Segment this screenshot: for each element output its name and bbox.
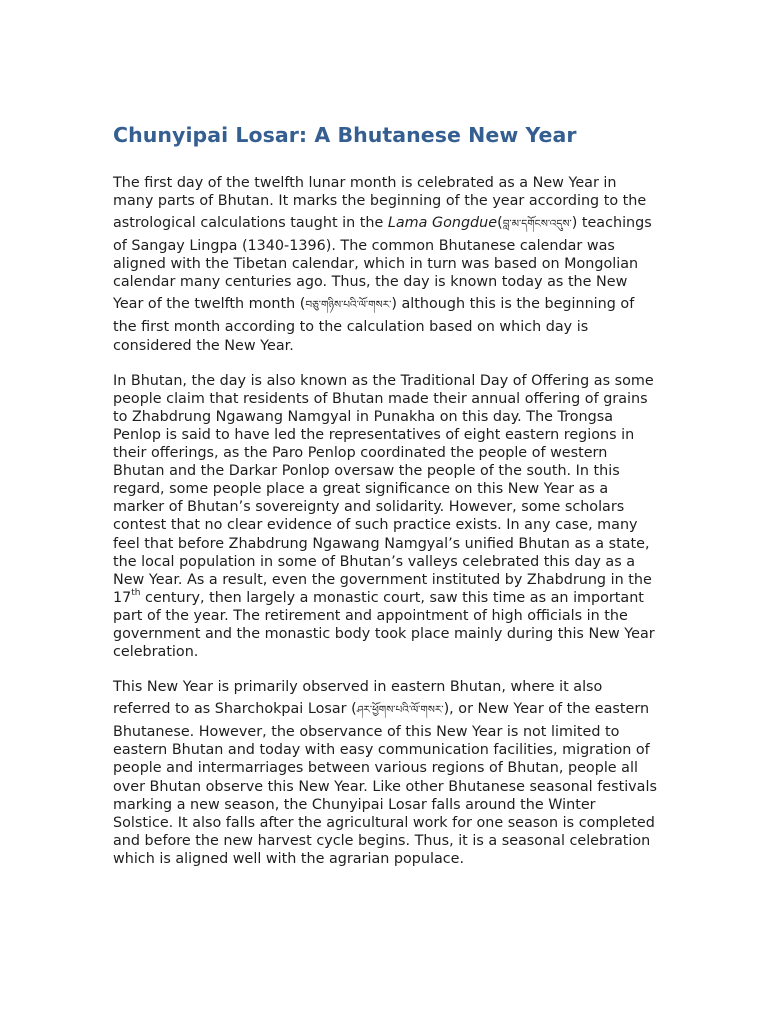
p1-text-c: ) teachings of Sangay Lingpa (1340-1396). The common Bhutanese calendar was aligned with the Tibetan calendar, which in turn was based on Mongolian calendar many centuries ago. Thus, the day is known today as the New Year of the twelfth month (: [113, 215, 652, 313]
p1-tibetan-wrap-1: [497, 210, 572, 237]
p3-text-a: This New Year is primarily observed in eastern Bhutan, where it also referred to as Sharchokpai Losar (: [113, 679, 603, 718]
p3-tibetan-wrap: [357, 696, 444, 723]
lama-gongdue-title: Lama Gongdue: [387, 215, 498, 232]
p1-tibetan-wrap-2: [305, 291, 391, 318]
page-title: Chunyipai Losar: A Bhutanese New Year: [113, 123, 577, 147]
p2-text-a: In Bhutan, the day is also known as the Traditional Day of Offering as some people claim that residents of Bhutan made their annual offering of grains to Zhabdrung Ngawang Namgyal in Punakha on this day. The Trongsa Penlop is said to have led the representatives of eight eastern regions in their offerings, as the Paro Penlop coordinated the people of western Bhutan and the Darkar Ponlop oversaw the people of the south. In this regard, some people place a great significance on this New Year as a marker of Bhutan’s sovereignty and solidarity. However, some scholars contest that no clear evidence of such practice exists. In any case, many feel that before Zhabdrung Ngawang Namgyal’s unified Bhutan as a state, the local population in some of Bhutan’s valleys celebrated this day as a New Year. As a result, even the government instituted by Zhabdrung in the 17: [113, 372, 654, 606]
paragraph-eastern: [113, 678, 658, 868]
p1-text-b: (: [497, 215, 503, 232]
p1-text-d: ) although this is the beginning of the first month according to the calculation based on which day is considered the New Year.: [113, 296, 635, 354]
p1-text-a: The first day of the twelfth lunar month is celebrated as a New Year in many parts of Bhutan. It marks the beginning of the year according to the astrological calculations taught in the: [113, 175, 647, 232]
paragraph-offering: [113, 372, 658, 662]
paragraph-intro: [113, 174, 658, 355]
ordinal-suffix: th: [131, 588, 141, 598]
tibetan-text-twelfth-month: བཅུ་གཉིས་པའི་ལོ་གསར་: [305, 299, 392, 312]
p2-text-b: century, then largely a monastic court, saw this time as an important part of the year. The retirement and appointment of high officials in the government and the monastic body took place mainly during this New Year celebration.: [113, 589, 655, 661]
p3-text-b: ), or New Year of the eastern Bhutanese. However, the observance of this New Year is not limited to eastern Bhutan and today with easy communication facilities, migration of people and intermarriages between various regions of Bhutan, people all over Bhutan observe this New Year. Like other Bhutanese seasonal festivals marking a new season, the Chunyipai Losar falls around the Winter Solstice. It also falls after the agricultural work for one season is completed and before the new harvest cycle begins. Thus, it is a seasonal celebration which is aligned well with the agrarian populace.: [113, 701, 657, 867]
document-page: [113, 118, 658, 885]
tibetan-text-sharchokpai: ཤར་ཕྱོགས་པའི་ལོ་གསར་: [356, 704, 444, 717]
tibetan-text-lama-gongdue: བླ་མ་དགོངས་འདུས་: [502, 218, 572, 231]
